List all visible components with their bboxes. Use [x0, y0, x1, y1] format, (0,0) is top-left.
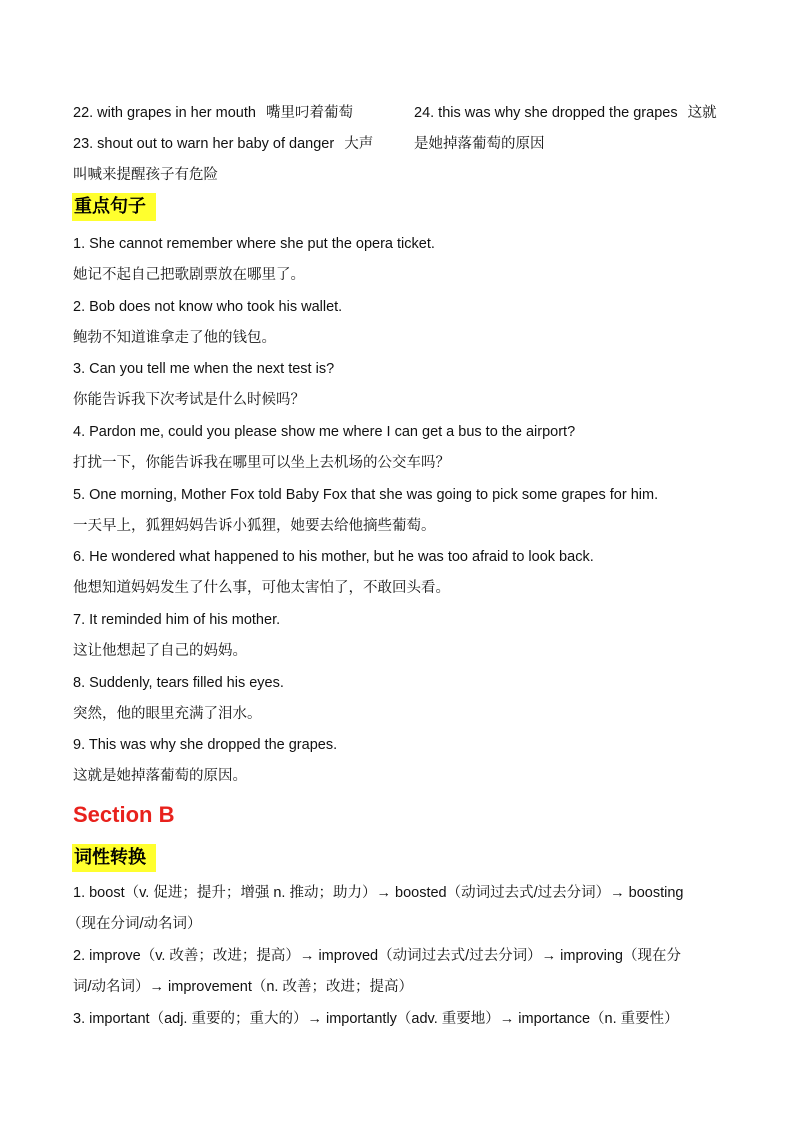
phrase-23-zh-part1: 大声: [344, 136, 374, 152]
sentence-zh: 突然，他的眼里充满了泪水。: [73, 706, 262, 722]
sentence-zh: 打扰一下，你能告诉我在哪里可以坐上去机场的公交车吗？: [73, 455, 450, 471]
word-form-3: 3. important（adj. 重要的；重大的）→ importantly（adv. 重要地）→ importance（n. 重要性）: [73, 1011, 679, 1027]
sentence-en: 6. He wondered what happened to his mother, but he was too afraid to look back.: [73, 549, 594, 565]
word-form-1-line1: 1. boost（v. 促进；提升；增强 n. 推动；助力）→ boosted（动词过去式/过去分词）→ boosting: [73, 885, 684, 901]
phrase-22-zh: 嘴里叼着葡萄: [266, 105, 353, 121]
sentence-en: 9. This was why she dropped the grapes.: [73, 737, 338, 753]
sentence-en: 2. Bob does not know who took his wallet.: [73, 299, 343, 315]
sentence-zh: 她记不起自己把歌剧票放在哪里了。: [73, 267, 305, 283]
sentence-en: 5. One morning, Mother Fox told Baby Fox that she was going to pick some grapes for him.: [73, 487, 659, 503]
word-form-2-line2: 词/动名词）→ improvement（n. 改善；改进；提高）: [73, 979, 413, 995]
phrase-23: [73, 134, 373, 154]
sentence-zh: 一天早上，狐狸妈妈告诉小狐狸，她要去给他摘些葡萄。: [73, 518, 436, 534]
sentence-en: 1. She cannot remember where she put the opera ticket.: [73, 236, 435, 252]
sentence-zh: 这就是她掉落葡萄的原因。: [73, 768, 247, 784]
key-sentences-heading: 重点句子: [72, 193, 156, 221]
sentence-en: 7. It reminded him of his mother.: [73, 612, 281, 628]
sentence-zh: 他想知道妈妈发生了什么事，可他太害怕了，不敢回头看。: [73, 580, 450, 596]
phrase-24: [414, 103, 717, 123]
sentence-en: 4. Pardon me, could you please show me where I can get a bus to the airport?: [73, 424, 576, 440]
phrase-24-zh-part2: 是她掉落葡萄的原因: [414, 136, 545, 152]
phrase-22: [73, 103, 353, 123]
phrase-24-zh-part1: 这就: [687, 105, 717, 121]
phrase-22-en: 22. with grapes in her mouth: [73, 105, 256, 121]
word-forms-heading: 词性转换: [72, 844, 156, 872]
phrase-23-en: 23. shout out to warn her baby of danger: [73, 136, 335, 152]
phrase-23-zh-part2: 叫喊来提醒孩子有危险: [73, 167, 218, 183]
sentence-en: 8. Suddenly, tears filled his eyes.: [73, 675, 284, 691]
word-form-2-line1: 2. improve（v. 改善；改进；提高）→ improved（动词过去式/过去分词）→ improving（现在分: [73, 948, 681, 964]
sentence-zh: 你能告诉我下次考试是什么时候吗？: [73, 392, 305, 408]
sentence-en: 3. Can you tell me when the next test is?: [73, 361, 335, 377]
sentence-zh: 这让他想起了自己的妈妈。: [73, 643, 247, 659]
phrase-24-en: 24. this was why she dropped the grapes: [414, 105, 678, 121]
section-title: Section B: [73, 802, 175, 827]
sentence-zh: 鲍勃不知道谁拿走了他的钱包。: [73, 330, 276, 346]
word-form-1-line2: （现在分词/动名词）: [67, 916, 202, 932]
